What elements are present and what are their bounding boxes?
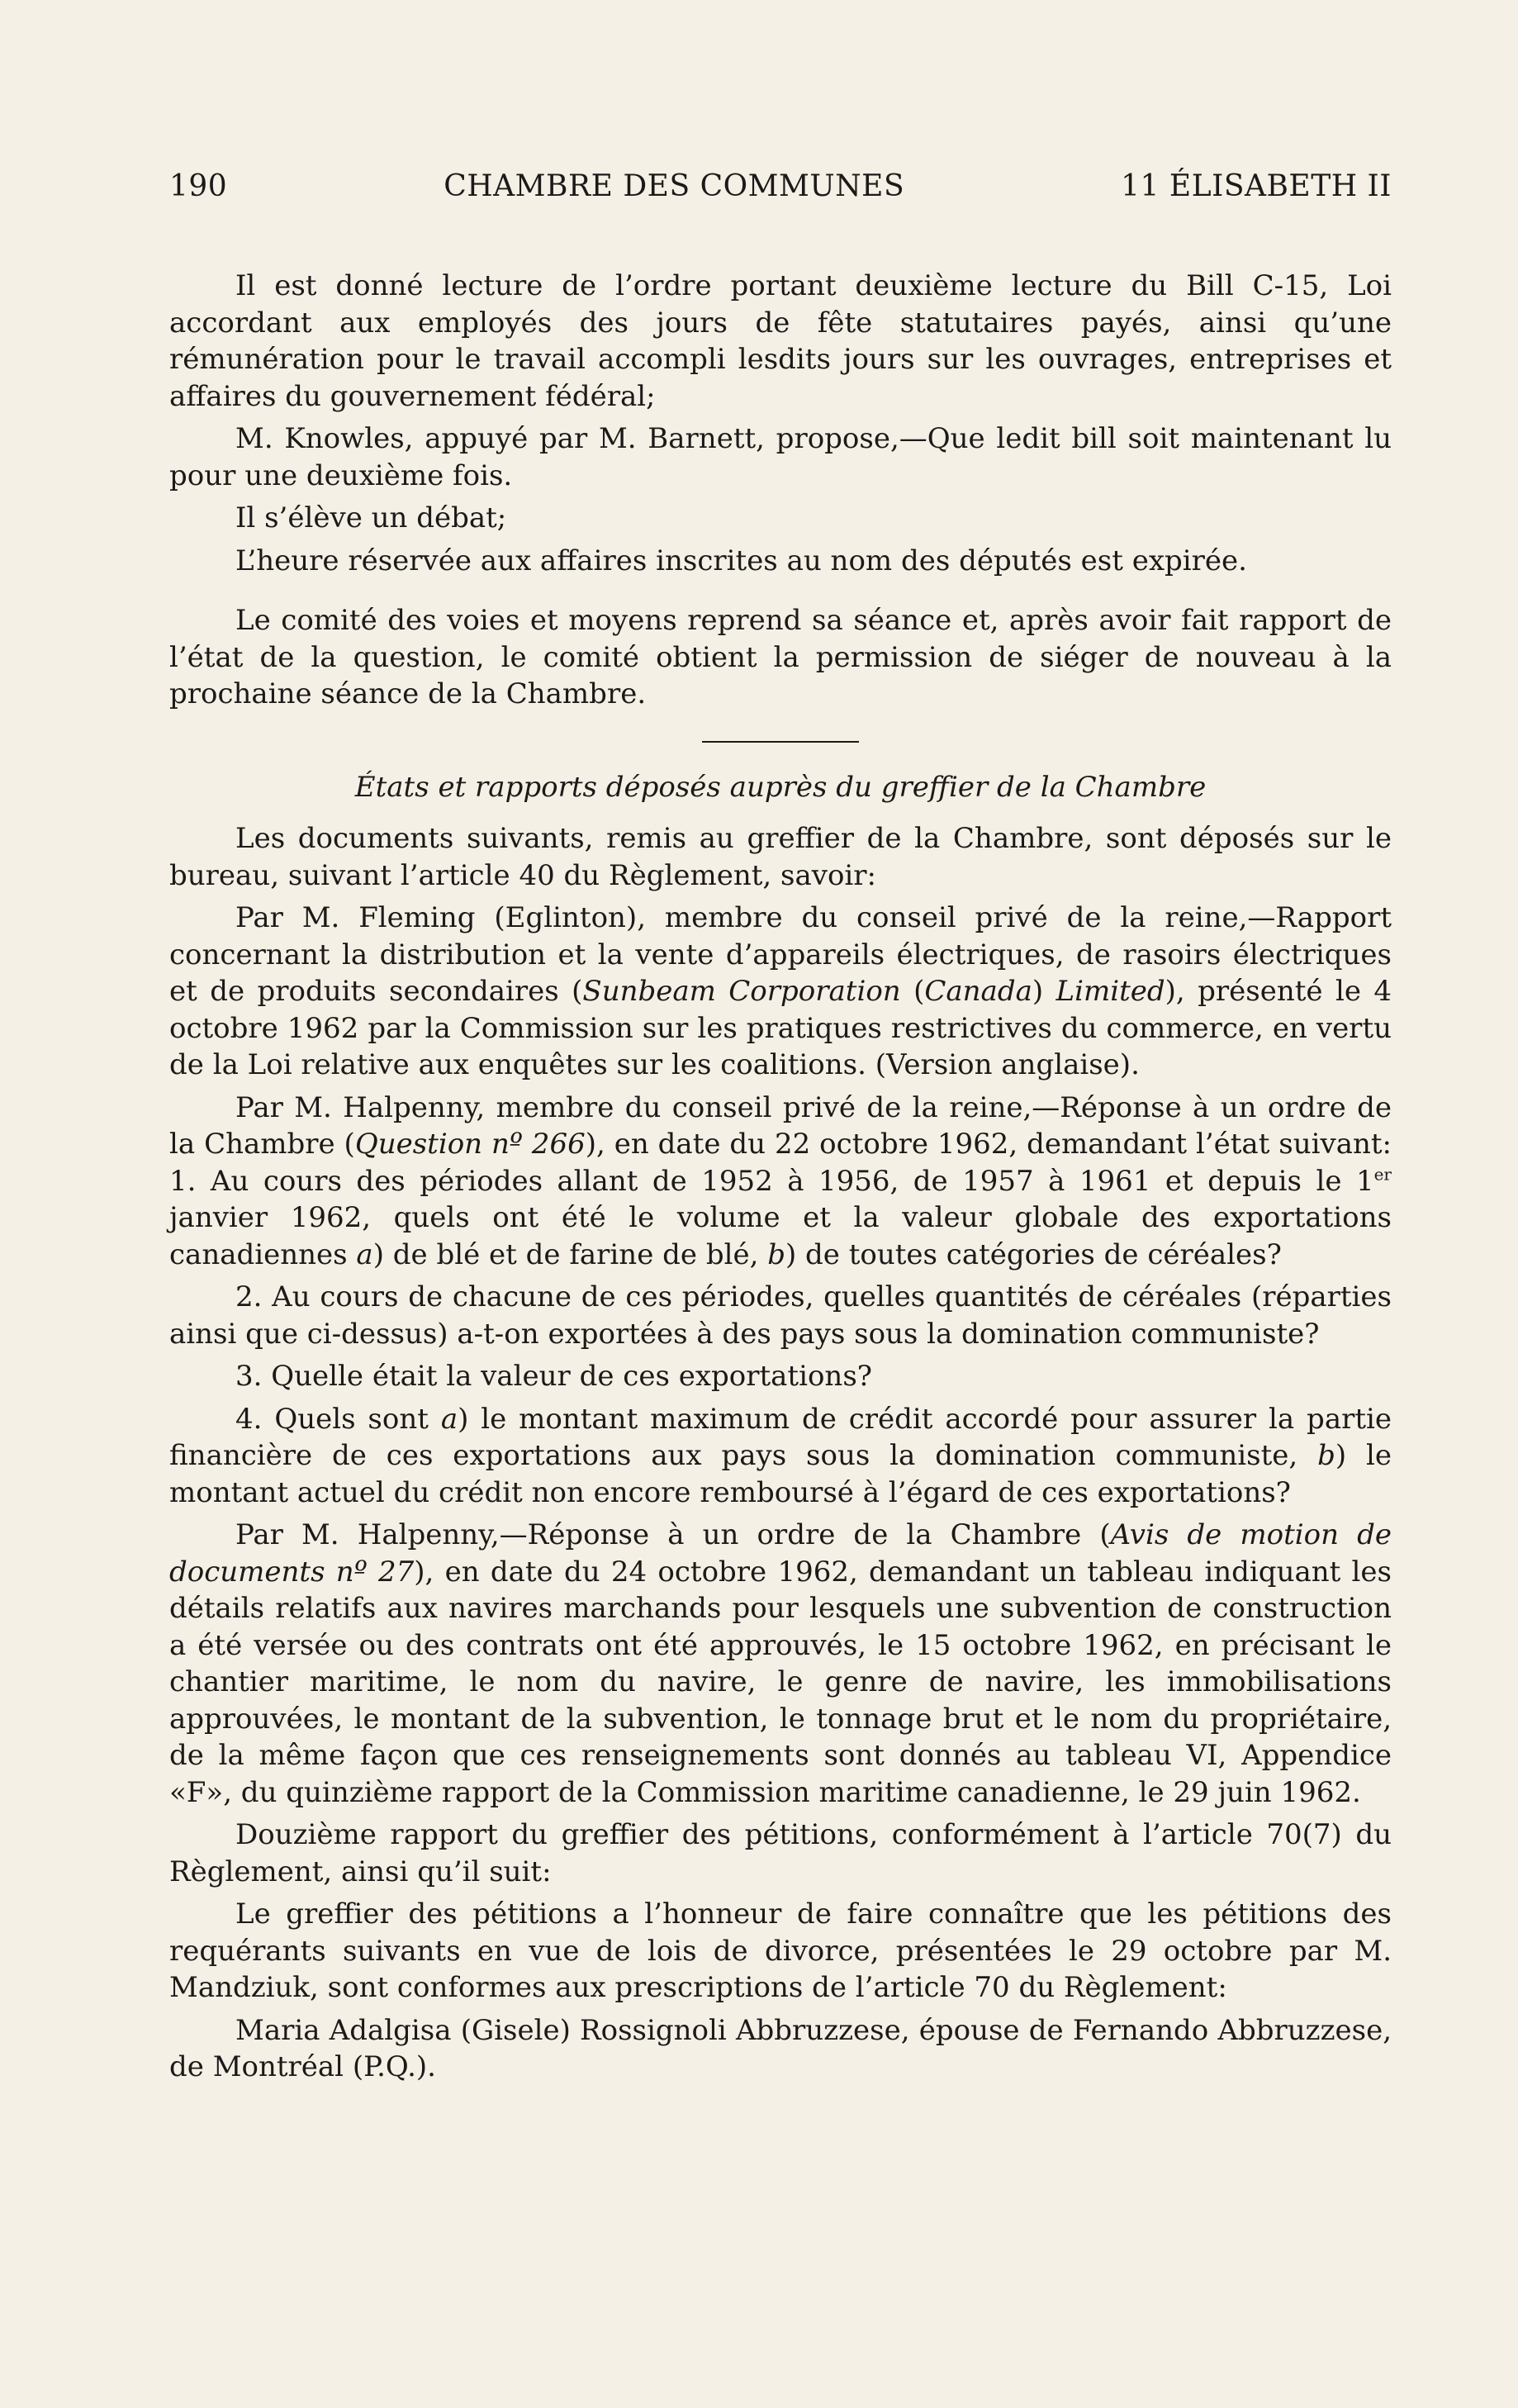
section-title: États et rapports déposés auprès du greffier de la Chambre xyxy=(354,770,1207,804)
company-name: Sunbeam Corporation xyxy=(582,975,901,1008)
fleming-text-after: ), présenté le 4 octobre 1962 par la Commission sur les pratiques restrictives du commerce, en vertu de la Loi relative aux enquêtes sur les coalitions. (Version anglaise). xyxy=(169,975,1392,1081)
halpenny1-text-mid2: ) de blé et de farine de blé, xyxy=(372,1237,768,1271)
section-divider xyxy=(702,741,859,743)
q4-text-middle: ) le montant maximum de crédit accordé pour assurer la partie financière de ces exportations aux pays sous la domination communiste, xyxy=(169,1402,1392,1472)
paragraph-documents-intro: Les documents suivants, remis au greffier de la Chambre, sont déposés sur le bureau, suivant l’article 40 du Règlement, savoir: xyxy=(169,822,1392,892)
motion-reference: Avis de motion de documents nº 27 xyxy=(169,1518,1392,1589)
paragraph-question-2: 2. Au cours de chacune de ces périodes, quelles quantités de céréales (réparties ainsi que ci-dessus) a-t-on exportées à des pays sous la domination communiste? xyxy=(169,1280,1392,1351)
paragraph-bill-reading: Il est donné lecture de l’ordre portant deuxième lecture du Bill C-15, Loi accordant aux employés des jours de fête statutaires payés, ainsi qu’une rémunération pour le travail accompli lesdits jours sur les ouvrages, entreprises et affaires du gouvernement fédéral; xyxy=(169,269,1392,413)
company-country: Canada xyxy=(924,975,1032,1008)
halpenny1-text-end: ) de toutes catégories de céréales? xyxy=(785,1237,1282,1271)
item-letter-b: b xyxy=(767,1237,785,1271)
halpenny1-text-after-sup: janvier 1962, quels ont été le volume et la valeur globale des exportations canadiennes xyxy=(169,1201,1392,1271)
paragraph-question-4 xyxy=(169,1401,1392,1512)
q4-text-before: 4. Quels sont xyxy=(235,1402,441,1436)
paragraph-halpenny-ships xyxy=(169,1517,1392,1811)
paragraph-hour-expired: L’heure réservée aux affaires inscrites au nom des députés est expirée. xyxy=(235,544,1247,577)
paragraph-question-3: 3. Quelle était la valeur de ces exportations? xyxy=(235,1360,873,1393)
halpenny2-text-before: Par M. Halpenny,—Réponse à un ordre de la Chambre ( xyxy=(235,1518,1111,1551)
company-limited: Limited xyxy=(1055,975,1165,1008)
paragraph-petitions-report: Douzième rapport du greffier des pétitions, conformément à l’article 70(7) du Règlement, ainsi qu’il suit: xyxy=(169,1818,1392,1888)
question-reference: Question nº 266 xyxy=(354,1128,586,1161)
paragraph-debate: Il s’élève un débat; xyxy=(235,501,507,534)
paragraph-fleming-report xyxy=(169,900,1392,1084)
q4-text-end: ) le montant actuel du crédit non encore remboursé à l’égard de ces exportations? xyxy=(169,1439,1392,1509)
paragraph-motion: M. Knowles, appuyé par M. Barnett, propose,—Que ledit bill soit maintenant lu pour une deuxième fois. xyxy=(169,422,1392,492)
reign-label: 11 ÉLISABETH II xyxy=(1121,169,1392,203)
paragraph-ways-and-means: Le comité des voies et moyens reprend sa séance et, après avoir fait rapport de l’état de la question, le comité obtient la permission de siéger de nouveau à la prochaine séance de la Chambre. xyxy=(169,604,1392,710)
paragraph-halpenny-question xyxy=(169,1090,1392,1274)
fleming-paren-open: ( xyxy=(900,975,925,1008)
halpenny1-text-middle: ), en date du 22 octobre 1962, demandant l’état suivant: 1. Au cours des périodes allant de 1952 à 1956, de 1957 à 1961 et depuis le 1 xyxy=(169,1128,1392,1198)
fleming-text-before: Par M. Fleming (Eglinton), membre du conseil privé de la reine,—Rapport concernant la distribution et la vente d’appareils électriques, de rasoirs électriques et de produits secondaires ( xyxy=(169,901,1392,1008)
fleming-paren-close: ) xyxy=(1032,975,1056,1008)
item-letter-a: a xyxy=(356,1237,373,1271)
q4-letter-b: b xyxy=(1317,1439,1335,1472)
ordinal-suffix: er xyxy=(1373,1164,1392,1185)
paragraph-petitioner: Maria Adalgisa (Gisele) Rossignoli Abbruzzese, épouse de Fernando Abbruzzese, de Montréal (P.Q.). xyxy=(169,2013,1392,2083)
q4-letter-a: a xyxy=(440,1402,458,1436)
paragraph-petitions-body: Le greffier des pétitions a l’honneur de faire connaître que les pétitions des requérants suivants en vue de lois de divorce, présentées le 29 octobre par M. Mandziuk, sont conformes aux prescriptions de l’article 70 du Règlement: xyxy=(169,1897,1392,2004)
halpenny1-text-before: Par M. Halpenny, membre du conseil privé de la reine,—Réponse à un ordre de la Chambre ( xyxy=(169,1090,1392,1161)
halpenny2-text-after: ), en date du 24 octobre 1962, demandant un tableau indiquant les détails relatifs aux navires marchands pour lesquels une subvention de construction a été versée ou des contrats ont été approuvés, le 15 octobre 1962, en précisant le chantier maritime, le nom du navire, le genre de navire, les immobilisations approuvées, le montant de la subvention, le tonnage brut et le nom du propriétaire, de la même façon que ces renseignements sont donnés au tableau VI, Appendice «F», du quinzième rapport de la Commission maritime canadienne, le 29 juin 1962. xyxy=(169,1555,1392,1809)
running-title: CHAMBRE DES COMMUNES xyxy=(444,169,905,203)
page-header xyxy=(169,169,1392,203)
document-page xyxy=(169,169,1392,2092)
page-number: 190 xyxy=(169,169,228,203)
